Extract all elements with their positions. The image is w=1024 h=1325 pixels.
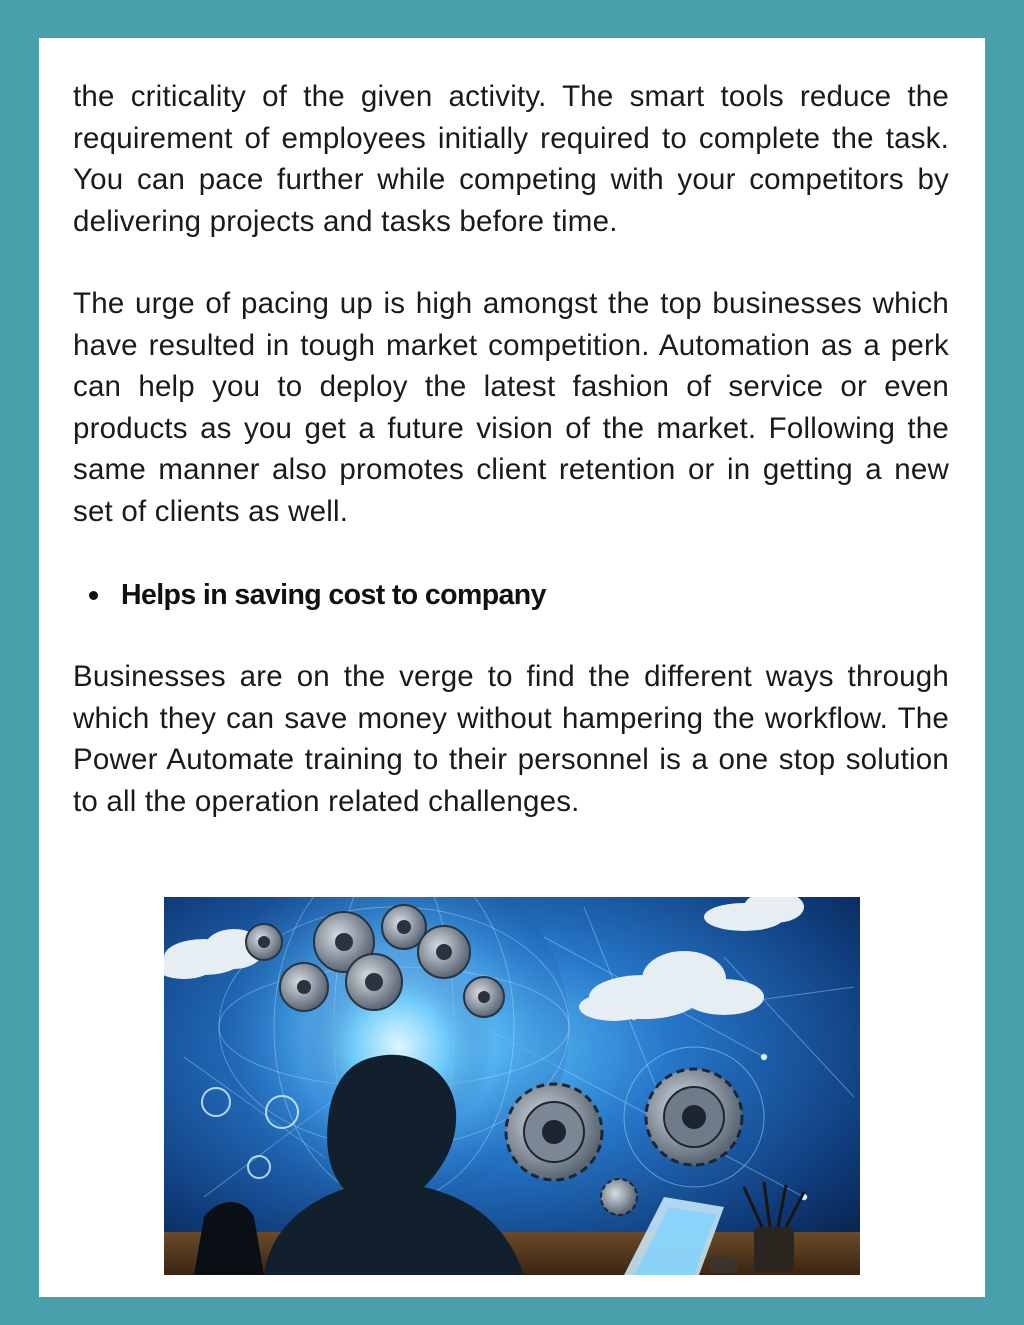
paragraph-3: Businesses are on the verge to find the different ways through which they can save money without hampering the workflow. The Power Automate training to their personnel is a one stop solution to all the operation related challenges. (73, 660, 949, 818)
bullet-label: Helps in saving cost to company (121, 578, 546, 611)
paragraph-1: the criticality of the given activity. The smart tools reduce the requirement of employees initially required to complete the task. You can pace further while competing with your competitors by delivering projects and tasks before time. (73, 80, 949, 238)
document-page (39, 38, 985, 1297)
bullet-item (73, 574, 949, 616)
bullet-dot-icon (89, 591, 98, 600)
ai-automation-illustration (164, 897, 860, 1275)
document-content (73, 76, 949, 822)
paragraph-2: The urge of pacing up is high amongst the top businesses which have resulted in tough market competition. Automation as a perk can help you to deploy the latest fashion of service or even products as you get a future vision of the market. Following the same manner also promotes client retention or in getting a new set of clients as well. (73, 287, 949, 528)
